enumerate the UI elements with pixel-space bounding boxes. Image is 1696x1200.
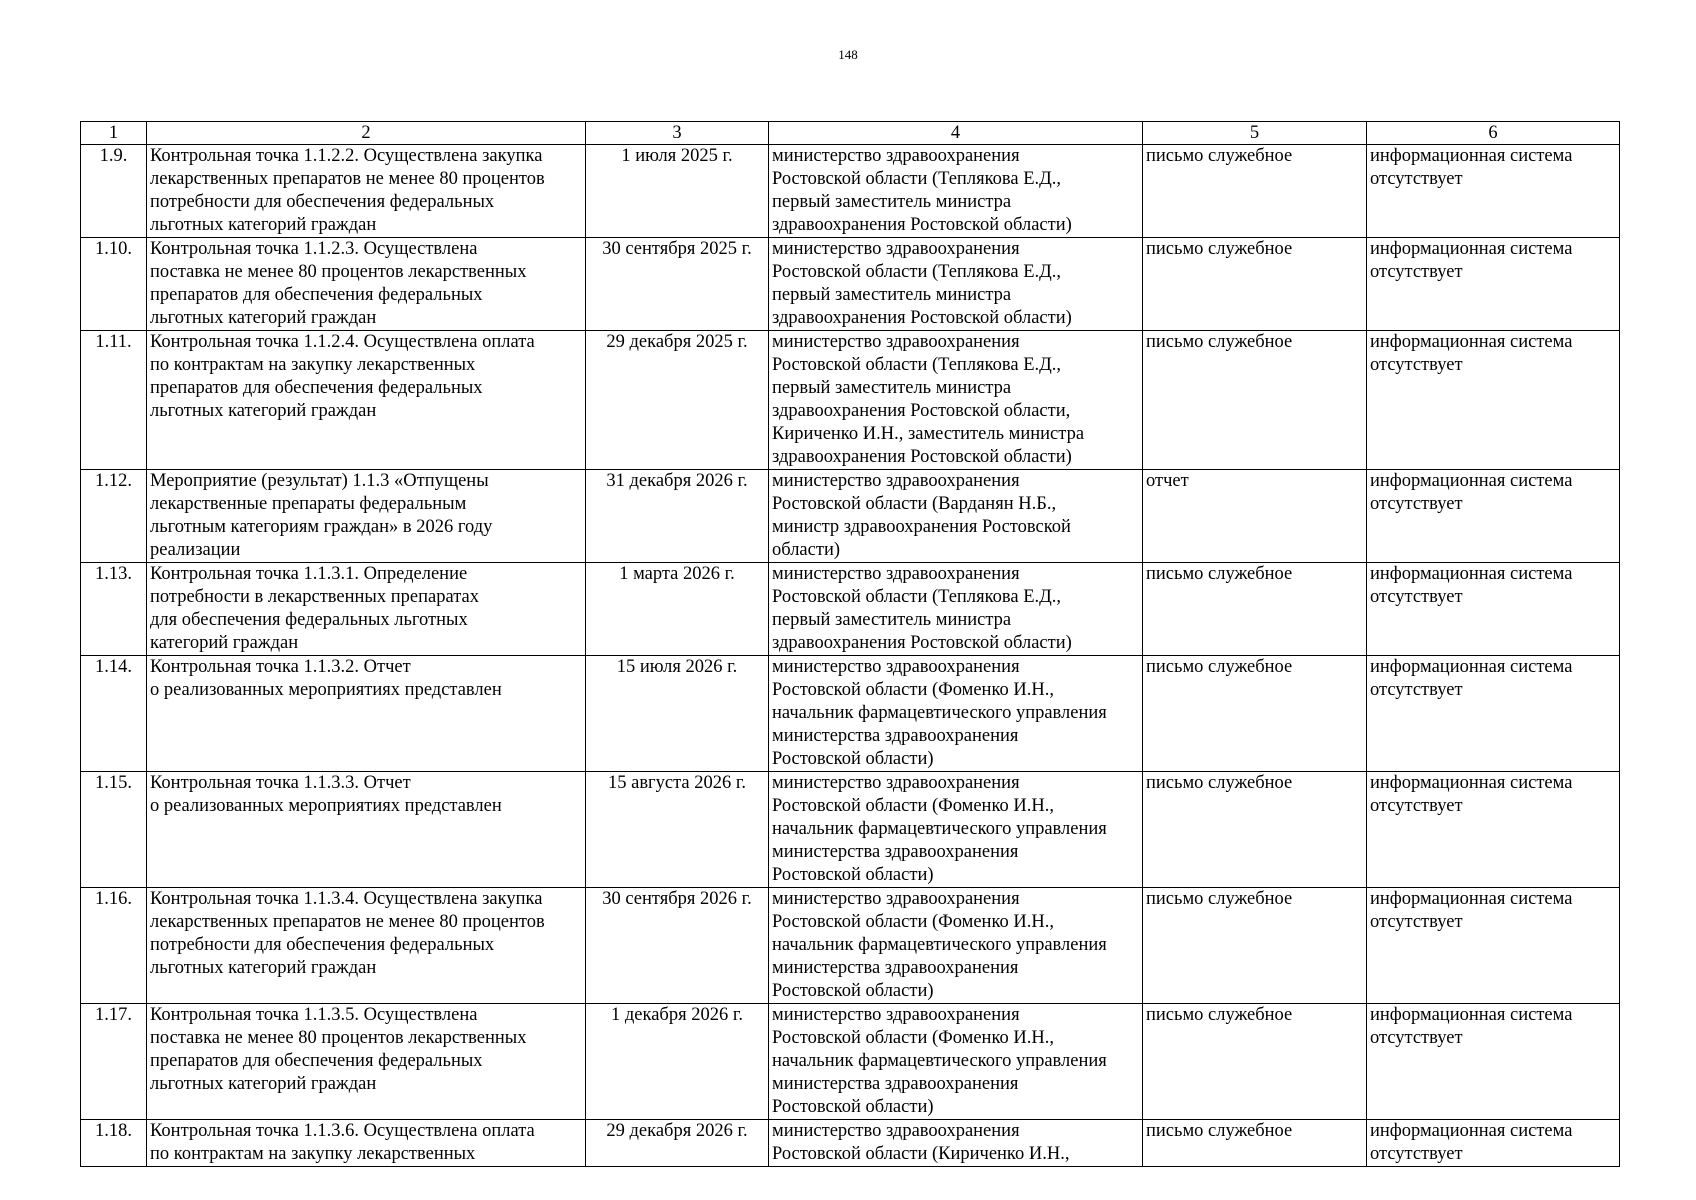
row-document-type: письмо служебное: [1143, 145, 1367, 238]
row-info-system: информационная система отсутствует: [1367, 563, 1620, 656]
row-deadline: 29 декабря 2026 г.: [586, 1120, 769, 1167]
row-deadline: 29 декабря 2025 г.: [586, 331, 769, 470]
row-info-system: информационная система отсутствует: [1367, 470, 1620, 563]
row-responsible: министерство здравоохранения Ростовской области (Фоменко И.Н., начальник фармацевтического управления министерства здравоохранения Ростовской области): [769, 656, 1143, 772]
row-title: Контрольная точка 1.1.3.1. Определение потребности в лекарственных препаратах для обеспечения федеральных льготных категорий граждан: [147, 563, 586, 656]
page-number: 148: [838, 47, 858, 62]
row-title: Контрольная точка 1.1.3.4. Осуществлена закупка лекарственных препаратов не менее 80 процентов потребности для обеспечения федеральных льготных категорий граждан: [147, 888, 586, 1004]
row-info-system: информационная система отсутствует: [1367, 772, 1620, 888]
row-deadline: 30 сентября 2026 г.: [586, 888, 769, 1004]
row-title: Контрольная точка 1.1.3.5. Осуществлена поставка не менее 80 процентов лекарственных препаратов для обеспечения федеральных льготных категорий граждан: [147, 1004, 586, 1120]
row-title: Контрольная точка 1.1.2.3. Осуществлена поставка не менее 80 процентов лекарственных препаратов для обеспечения федеральных льготных категорий граждан: [147, 238, 586, 331]
row-document-type: письмо служебное: [1143, 1120, 1367, 1167]
table-row: [81, 888, 1620, 1004]
row-responsible: министерство здравоохранения Ростовской области (Фоменко И.Н., начальник фармацевтического управления министерства здравоохранения Ростовской области): [769, 772, 1143, 888]
column-header-2: 2: [147, 122, 586, 145]
row-title: Контрольная точка 1.1.3.6. Осуществлена оплата по контрактам на закупку лекарственных: [147, 1120, 586, 1167]
column-header-3: 3: [586, 122, 769, 145]
row-deadline: 30 сентября 2025 г.: [586, 238, 769, 331]
table-header-row: [81, 122, 1620, 145]
row-deadline: 1 июля 2025 г.: [586, 145, 769, 238]
row-document-type: письмо служебное: [1143, 238, 1367, 331]
row-title: Контрольная точка 1.1.2.2. Осуществлена закупка лекарственных препаратов не менее 80 процентов потребности для обеспечения федеральных льготных категорий граждан: [147, 145, 586, 238]
row-responsible: министерство здравоохранения Ростовской области (Кириченко И.Н.,: [769, 1120, 1143, 1167]
row-title: Контрольная точка 1.1.2.4. Осуществлена оплата по контрактам на закупку лекарственных препаратов для обеспечения федеральных льготных категорий граждан: [147, 331, 586, 470]
row-responsible: министерство здравоохранения Ростовской области (Фоменко И.Н., начальник фармацевтического управления министерства здравоохранения Ростовской области): [769, 1004, 1143, 1120]
column-header-5: 5: [1143, 122, 1367, 145]
row-document-type: письмо служебное: [1143, 656, 1367, 772]
row-info-system: информационная система отсутствует: [1367, 145, 1620, 238]
row-title: Контрольная точка 1.1.3.2. Отчет о реализованных мероприятиях представлен: [147, 656, 586, 772]
table-row: [81, 563, 1620, 656]
row-info-system: информационная система отсутствует: [1367, 1120, 1620, 1167]
table-row: [81, 1120, 1620, 1167]
row-info-system: информационная система отсутствует: [1367, 331, 1620, 470]
row-number: 1.14.: [81, 656, 147, 772]
row-deadline: 15 июля 2026 г.: [586, 656, 769, 772]
row-title: Контрольная точка 1.1.3.3. Отчет о реализованных мероприятиях представлен: [147, 772, 586, 888]
row-document-type: письмо служебное: [1143, 888, 1367, 1004]
row-title: Мероприятие (результат) 1.1.3 «Отпущены лекарственные препараты федеральным льготным категориям граждан» в 2026 году реализации: [147, 470, 586, 563]
row-document-type: отчет: [1143, 470, 1367, 563]
row-responsible: министерство здравоохранения Ростовской области (Теплякова Е.Д., первый заместитель министра здравоохранения Ростовской области, Кириченко И.Н., заместитель министра здравоохранения Ростовской области): [769, 331, 1143, 470]
row-deadline: 31 декабря 2026 г.: [586, 470, 769, 563]
table-row: [81, 145, 1620, 238]
row-document-type: письмо служебное: [1143, 772, 1367, 888]
table-row: [81, 1004, 1620, 1120]
column-header-4: 4: [769, 122, 1143, 145]
row-deadline: 1 марта 2026 г.: [586, 563, 769, 656]
plan-table: [80, 121, 1620, 1167]
row-responsible: министерство здравоохранения Ростовской области (Теплякова Е.Д., первый заместитель министра здравоохранения Ростовской области): [769, 238, 1143, 331]
row-number: 1.10.: [81, 238, 147, 331]
table-row: [81, 656, 1620, 772]
row-deadline: 1 декабря 2026 г.: [586, 1004, 769, 1120]
row-number: 1.16.: [81, 888, 147, 1004]
row-deadline: 15 августа 2026 г.: [586, 772, 769, 888]
row-responsible: министерство здравоохранения Ростовской области (Фоменко И.Н., начальник фармацевтического управления министерства здравоохранения Ростовской области): [769, 888, 1143, 1004]
table-row: [81, 470, 1620, 563]
row-number: 1.15.: [81, 772, 147, 888]
row-info-system: информационная система отсутствует: [1367, 888, 1620, 1004]
column-header-6: 6: [1367, 122, 1620, 145]
row-number: 1.17.: [81, 1004, 147, 1120]
row-document-type: письмо служебное: [1143, 331, 1367, 470]
row-info-system: информационная система отсутствует: [1367, 1004, 1620, 1120]
row-document-type: письмо служебное: [1143, 1004, 1367, 1120]
row-responsible: министерство здравоохранения Ростовской области (Варданян Н.Б., министр здравоохранения Ростовской области): [769, 470, 1143, 563]
column-header-1: 1: [81, 122, 147, 145]
table-row: [81, 772, 1620, 888]
row-document-type: письмо служебное: [1143, 563, 1367, 656]
table-row: [81, 331, 1620, 470]
row-responsible: министерство здравоохранения Ростовской области (Теплякова Е.Д., первый заместитель министра здравоохранения Ростовской области): [769, 145, 1143, 238]
row-number: 1.13.: [81, 563, 147, 656]
row-responsible: министерство здравоохранения Ростовской области (Теплякова Е.Д., первый заместитель министра здравоохранения Ростовской области): [769, 563, 1143, 656]
row-number: 1.18.: [81, 1120, 147, 1167]
row-info-system: информационная система отсутствует: [1367, 238, 1620, 331]
row-number: 1.11.: [81, 331, 147, 470]
row-number: 1.9.: [81, 145, 147, 238]
row-number: 1.12.: [81, 470, 147, 563]
row-info-system: информационная система отсутствует: [1367, 656, 1620, 772]
table-row: [81, 238, 1620, 331]
